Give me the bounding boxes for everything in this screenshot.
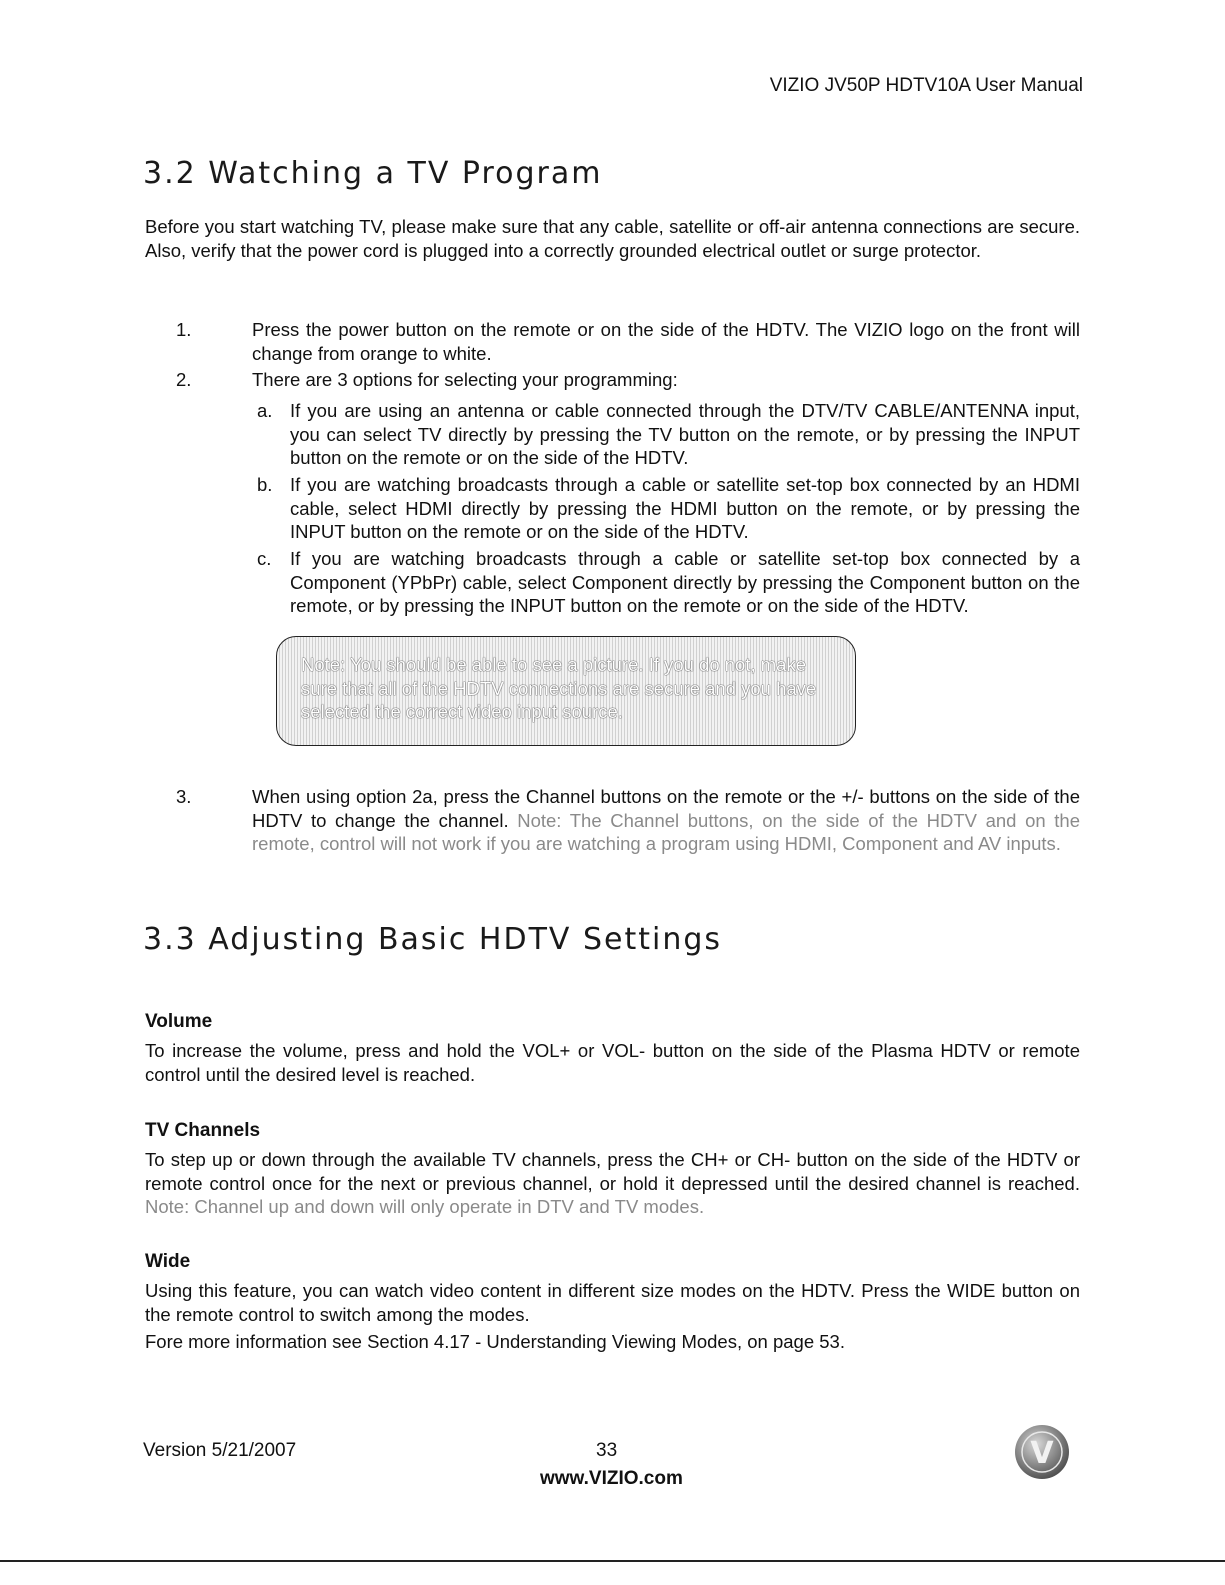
vizio-logo-icon bbox=[1015, 1425, 1069, 1479]
intro-paragraph: Before you start watching TV, please make sure that any cable, satellite or off-air antenna connections are secure. Also, verify that the power cord is plugged into a correctly grounded electrical outlet or surge protector. bbox=[145, 216, 1080, 261]
step-text: There are 3 options for selecting your programming: bbox=[252, 369, 678, 390]
step-3-note: Note: The Channel buttons, on the side of the HDTV and on the remote, control will not work if you are watching a program using HDMI, Component and AV inputs. bbox=[252, 809, 1080, 854]
option-letter: b. bbox=[257, 474, 273, 495]
wide-text: Using this feature, you can watch video content in different size modes on the HDTV. Press the WIDE button on the remote control to switch among the modes. bbox=[145, 1280, 1080, 1325]
channels-text bbox=[145, 1148, 1080, 1219]
note-box-text: Note: You should be able to see a picture. If you do not, make sure that all of the HDTV connections are secure and you have selected the correct video input source. bbox=[301, 654, 817, 722]
step-3-text: When using option 2a, press the Channel buttons on the remote or the +/- buttons on the side of the HDTV to change the channel. bbox=[252, 786, 1080, 831]
step-number: 1. bbox=[176, 319, 192, 340]
step-number: 3. bbox=[176, 786, 192, 807]
header-title: VIZIO JV50P HDTV10A User Manual bbox=[769, 75, 1083, 96]
step-text bbox=[252, 785, 1080, 856]
page-number: 33 bbox=[596, 1440, 618, 1461]
option-letter: c. bbox=[257, 548, 272, 569]
section-title-3-2: 3.2 Watching a TV Program bbox=[143, 156, 603, 191]
channels-note: Note: Channel up and down will only operate in DTV and TV modes. bbox=[145, 1196, 705, 1217]
wide-more-info: Fore more information see Section 4.17 - Understanding Viewing Modes, on page 53. bbox=[145, 1331, 845, 1352]
vizio-logo-svg bbox=[1015, 1425, 1069, 1479]
channels-body: To step up or down through the available TV channels, press the CH+ or CH- button on the side of the HDTV or remote control once for the next or previous channel, or hold it depressed until the desired channel is reached. bbox=[145, 1149, 1080, 1194]
option-text: If you are watching broadcasts through a cable or satellite set-top box connected by a Component (YPbPr) cable, select Component directly by pressing the Component button on the remote, or by pressing the INPUT button on the remote or on the side of the HDTV. bbox=[290, 548, 1080, 616]
bottom-rule bbox=[0, 1560, 1225, 1562]
volume-heading: Volume bbox=[145, 1011, 213, 1032]
option-text: If you are watching broadcasts through a cable or satellite set-top box connected by an HDMI cable, select HDMI directly by pressing the HDMI button on the remote, or by pressing the INPUT button on the remote or on the side of the HDTV. bbox=[290, 474, 1080, 542]
section-title-3-3: 3.3 Adjusting Basic HDTV Settings bbox=[143, 922, 723, 957]
volume-text: To increase the volume, press and hold the VOL+ or VOL- button on the side of the Plasma HDTV or remote control until the desired level is reached. bbox=[145, 1040, 1080, 1085]
step-number: 2. bbox=[176, 369, 192, 390]
option-letter: a. bbox=[257, 400, 273, 421]
note-box bbox=[276, 636, 856, 746]
wide-heading: Wide bbox=[145, 1251, 191, 1272]
channels-heading: TV Channels bbox=[145, 1120, 261, 1141]
step-text: Press the power button on the remote or on the side of the HDTV. The VIZIO logo on the front will change from orange to white. bbox=[252, 319, 1080, 364]
logo-letter: V bbox=[1030, 1436, 1054, 1471]
footer-url[interactable]: www.VIZIO.com bbox=[540, 1468, 683, 1489]
option-text: If you are using an antenna or cable connected through the DTV/TV CABLE/ANTENNA input, you can select TV directly by pressing the TV button on the remote, or by pressing the INPUT button on the remote or on the side of the HDTV. bbox=[290, 400, 1080, 468]
footer-version: Version 5/21/2007 bbox=[143, 1440, 297, 1461]
